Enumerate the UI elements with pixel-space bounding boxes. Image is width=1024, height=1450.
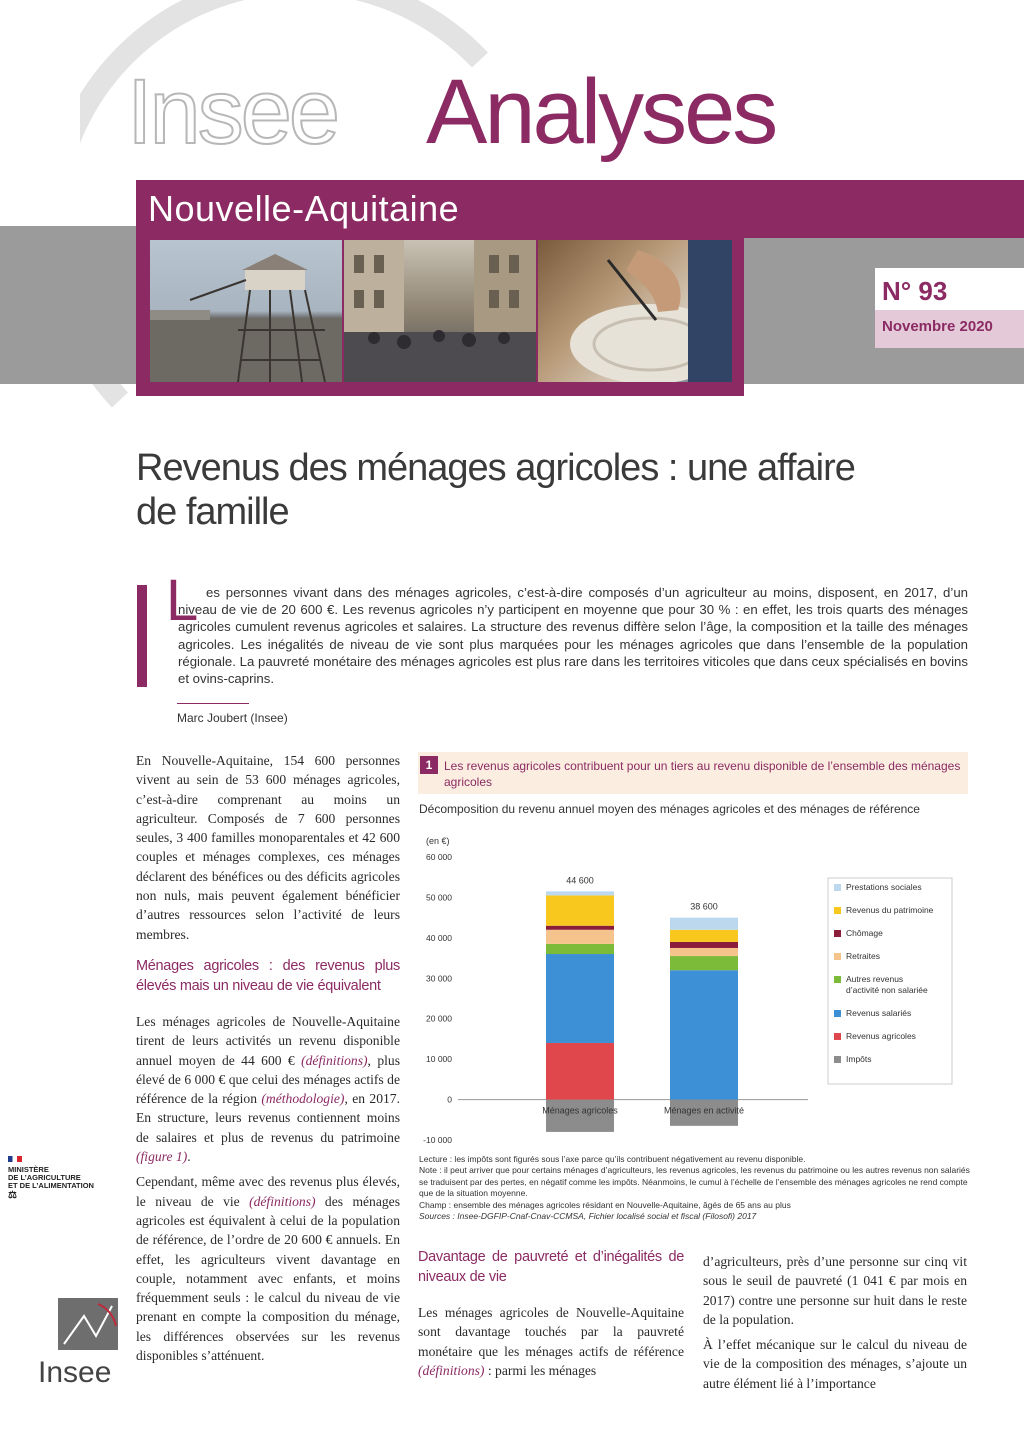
legend-label: Revenus agricoles (846, 1031, 916, 1041)
bar-segment (546, 895, 614, 925)
bar-segment (546, 1043, 614, 1100)
link-definitions[interactable]: (définitions) (249, 1193, 316, 1209)
marianne-icon: ⚖ (8, 1190, 17, 1201)
bar-segment (670, 918, 738, 930)
bar-total-label: 44 600 (566, 875, 594, 886)
legend-label: Retraites (846, 951, 881, 961)
note-text: Note : il peut arriver que pour certains ménages d’agriculteurs, les revenus agricoles, les revenus du patrimoine ou les autres revenus non salariés se traduisent par des pertes, en négatif comme les impôts. Néanmoins, le cumul à l’échelle de l’ensemble des ménages agricoles ne rend compte que de la situation moyenne. (419, 1165, 970, 1199)
body-paragraph: Les ménages agricoles de Nouvelle-Aquitaine tirent de leurs activités un revenu disponible annuel moyen de 44 600 € (définitions), plus élevé de 6 000 € que celui des ménages actifs de référence de la région (méthodologie), en 2017. En structure, leurs revenus contiennent moins de salaires et plus de revenus du patrimoine (figure 1). (136, 1013, 400, 1165)
y-tick-label: 20 000 (426, 1013, 452, 1024)
category-label: Ménages agricoles (542, 1105, 618, 1116)
legend-label: d’activité non salariée (846, 985, 928, 995)
bar-segment (546, 1100, 614, 1132)
body-paragraph: En Nouvelle-Aquitaine, 154 600 personnes vivent au sein de 53 600 ménages agricoles, c’est-à-dire comprenant au moins un agriculteur. Composés de 7 600 personnes seules, 3 400 familles monoparentales et 42 600 couples et ménages complexes, ces ménages déclarent des bénéfices ou des déficits agricoles non nuls, mais peuvent également bénéficier d’autres ressources selon l’activité de leurs membres. (136, 753, 400, 942)
legend-swatch (834, 907, 841, 914)
link-methodology[interactable]: (méthodologie) (261, 1091, 345, 1107)
bar-segment (546, 954, 614, 1043)
body-paragraph: Les ménages agricoles de Nouvelle-Aquitaine sont davantage touchés par la pauvreté monétaire que les ménages actifs de référence (définitions) : parmi les ménages (418, 1305, 684, 1378)
issue-number: N° 93 (882, 276, 948, 306)
link-definitions[interactable]: (définitions) (418, 1362, 485, 1378)
body-column-left (136, 751, 400, 1371)
ministry-logo: MINISTÈRE DE L’AGRICULTURE ET DE L’ALIMENTATION ⚖ (8, 1156, 128, 1200)
author: Marc Joubert (Insee) (177, 711, 288, 725)
photo-ceramics-painting (538, 240, 732, 382)
category-label: Ménages en activité (663, 1105, 745, 1116)
legend-swatch (834, 976, 841, 983)
figure-title: Les revenus agricoles contribuent pour un tiers au revenu disponible de l’ensemble des ménages agricoles (444, 759, 961, 789)
bar-segment (546, 891, 614, 895)
y-tick-label: 0 (447, 1094, 452, 1105)
body-paragraph: d’agriculteurs, près d’une personne sur cinq vit sous le seuil de pauvreté (1 041 € par mois en 2017) contre une personne sur huit dans le reste de la population. (703, 1254, 967, 1327)
bar-segment (546, 926, 614, 930)
legend-swatch (834, 953, 841, 960)
issue-date: Novembre 2020 (882, 318, 993, 335)
intro-paragraph: es personnes vivant dans des ménages agricoles, c’est-à-dire composés d’un agriculteur au moins, disposent, en 2017, d’un niveau de vie de 20 600 €. Les revenus agricoles n’y participent en moyenne que pour 30 % : en effet, les trois quarts des ménages agricoles cumulent revenus agricoles et salaires. La structure des revenus diffère selon l’âge, la composition et la taille des ménages agricoles. Les inégalités de niveau de vie sont plus marquées pour les ménages agricoles que dans l’ensemble de la population régionale. La pauvreté monétaire des ménages agricoles est plus rare dans les territoires viticoles que dans ceux spécialisés en bovins et ovins-caprins. (178, 585, 968, 687)
figure-notes (419, 1154, 979, 1222)
legend-label: Impôts (846, 1054, 872, 1064)
legend-label: Prestations sociales (846, 882, 922, 892)
bar-segment (670, 970, 738, 1099)
brand-insee: Insee (127, 61, 338, 163)
article-title: Revenus des ménages agricoles : une affaire de famille (136, 447, 855, 533)
author-divider (177, 703, 249, 704)
legend-label: Autres revenus (846, 974, 904, 984)
intro-dropcap: L (166, 568, 199, 633)
section-heading: Davantage de pauvreté et d’inégalités de niveaux de vie (418, 1249, 684, 1285)
income-breakdown-chart (418, 832, 978, 1152)
bar-segment (546, 944, 614, 954)
note-lecture: Lecture : les impôts sont figurés sous l’axe parce qu’ils contribuent négativement au revenu disponible. (419, 1154, 806, 1164)
insee-logo (38, 1296, 128, 1386)
note-sources: Sources : Insee-DGFIP-Cnaf-Cnav-CCMSA, Fichier localisé social et fiscal (Filosofi) 2017 (419, 1211, 757, 1222)
legend-swatch (834, 930, 841, 937)
link-figure-1[interactable]: (figure 1) (136, 1149, 188, 1165)
photo-street-crowd (344, 240, 536, 382)
section-heading: Ménages agricoles : des revenus plus élevés mais un niveau de vie équivalent (136, 957, 400, 994)
y-tick-label: -10 000 (423, 1135, 452, 1145)
bar-segment (670, 948, 738, 956)
y-tick-label: 10 000 (426, 1054, 452, 1065)
bar-segment (670, 956, 738, 970)
photo-fishing-hut (150, 240, 342, 382)
link-definitions[interactable]: (définitions) (301, 1052, 368, 1068)
y-tick-label: 30 000 (426, 973, 452, 984)
insee-logo-text: Insee (38, 1356, 112, 1386)
french-flag-icon (8, 1156, 22, 1162)
y-tick-label: 40 000 (426, 932, 452, 943)
y-tick-label: 50 000 (426, 892, 452, 903)
body-column-right (703, 1252, 967, 1399)
bar-segment (670, 942, 738, 948)
bar-segment (546, 930, 614, 944)
bar-segment (670, 930, 738, 942)
brand-analyses: Analyses (426, 61, 776, 163)
intro-accent-bar (137, 585, 147, 687)
y-tick-label: 60 000 (426, 852, 452, 862)
figure-number: 1 (420, 756, 438, 774)
region-name: Nouvelle-Aquitaine (148, 188, 460, 229)
figure-subtitle: Décomposition du revenu annuel moyen des ménages agricoles et des ménages de référence (419, 802, 920, 816)
legend-swatch (834, 1010, 841, 1017)
note-scope: Champ : ensemble des ménages agricoles résidant en Nouvelle-Aquitaine, âgés de 65 ans au plus (419, 1199, 791, 1210)
legend-label: Revenus salariés (846, 1008, 912, 1018)
legend-swatch (834, 1033, 841, 1040)
bar-total-label: 38 600 (690, 901, 718, 912)
legend-swatch (834, 1056, 841, 1063)
legend-label: Revenus du patrimoine (846, 905, 934, 915)
body-paragraph: Cependant, même avec des revenus plus élevés, le niveau de vie (définitions) des ménages agricoles est équivalent à celui de la population de référence, de l’ordre de 20 600 € annuels. En effet, les agriculteurs vivent davantage en couple, notamment avec enfants, et moins fréquemment seuls : le calcul du niveau de vie prenant en compte la composition du ménage, les différences observées sur les revenus disponibles s’atténuent. (136, 1174, 401, 1364)
legend-label: Chômage (846, 928, 883, 938)
y-axis-unit: (en €) (426, 836, 450, 846)
legend-swatch (834, 884, 841, 891)
body-column-middle (418, 1247, 684, 1386)
body-paragraph: À l’effet mécanique sur le calcul du niveau de vie de la composition des ménages, s’ajoute un autre élément lié à l’importance (703, 1337, 967, 1391)
